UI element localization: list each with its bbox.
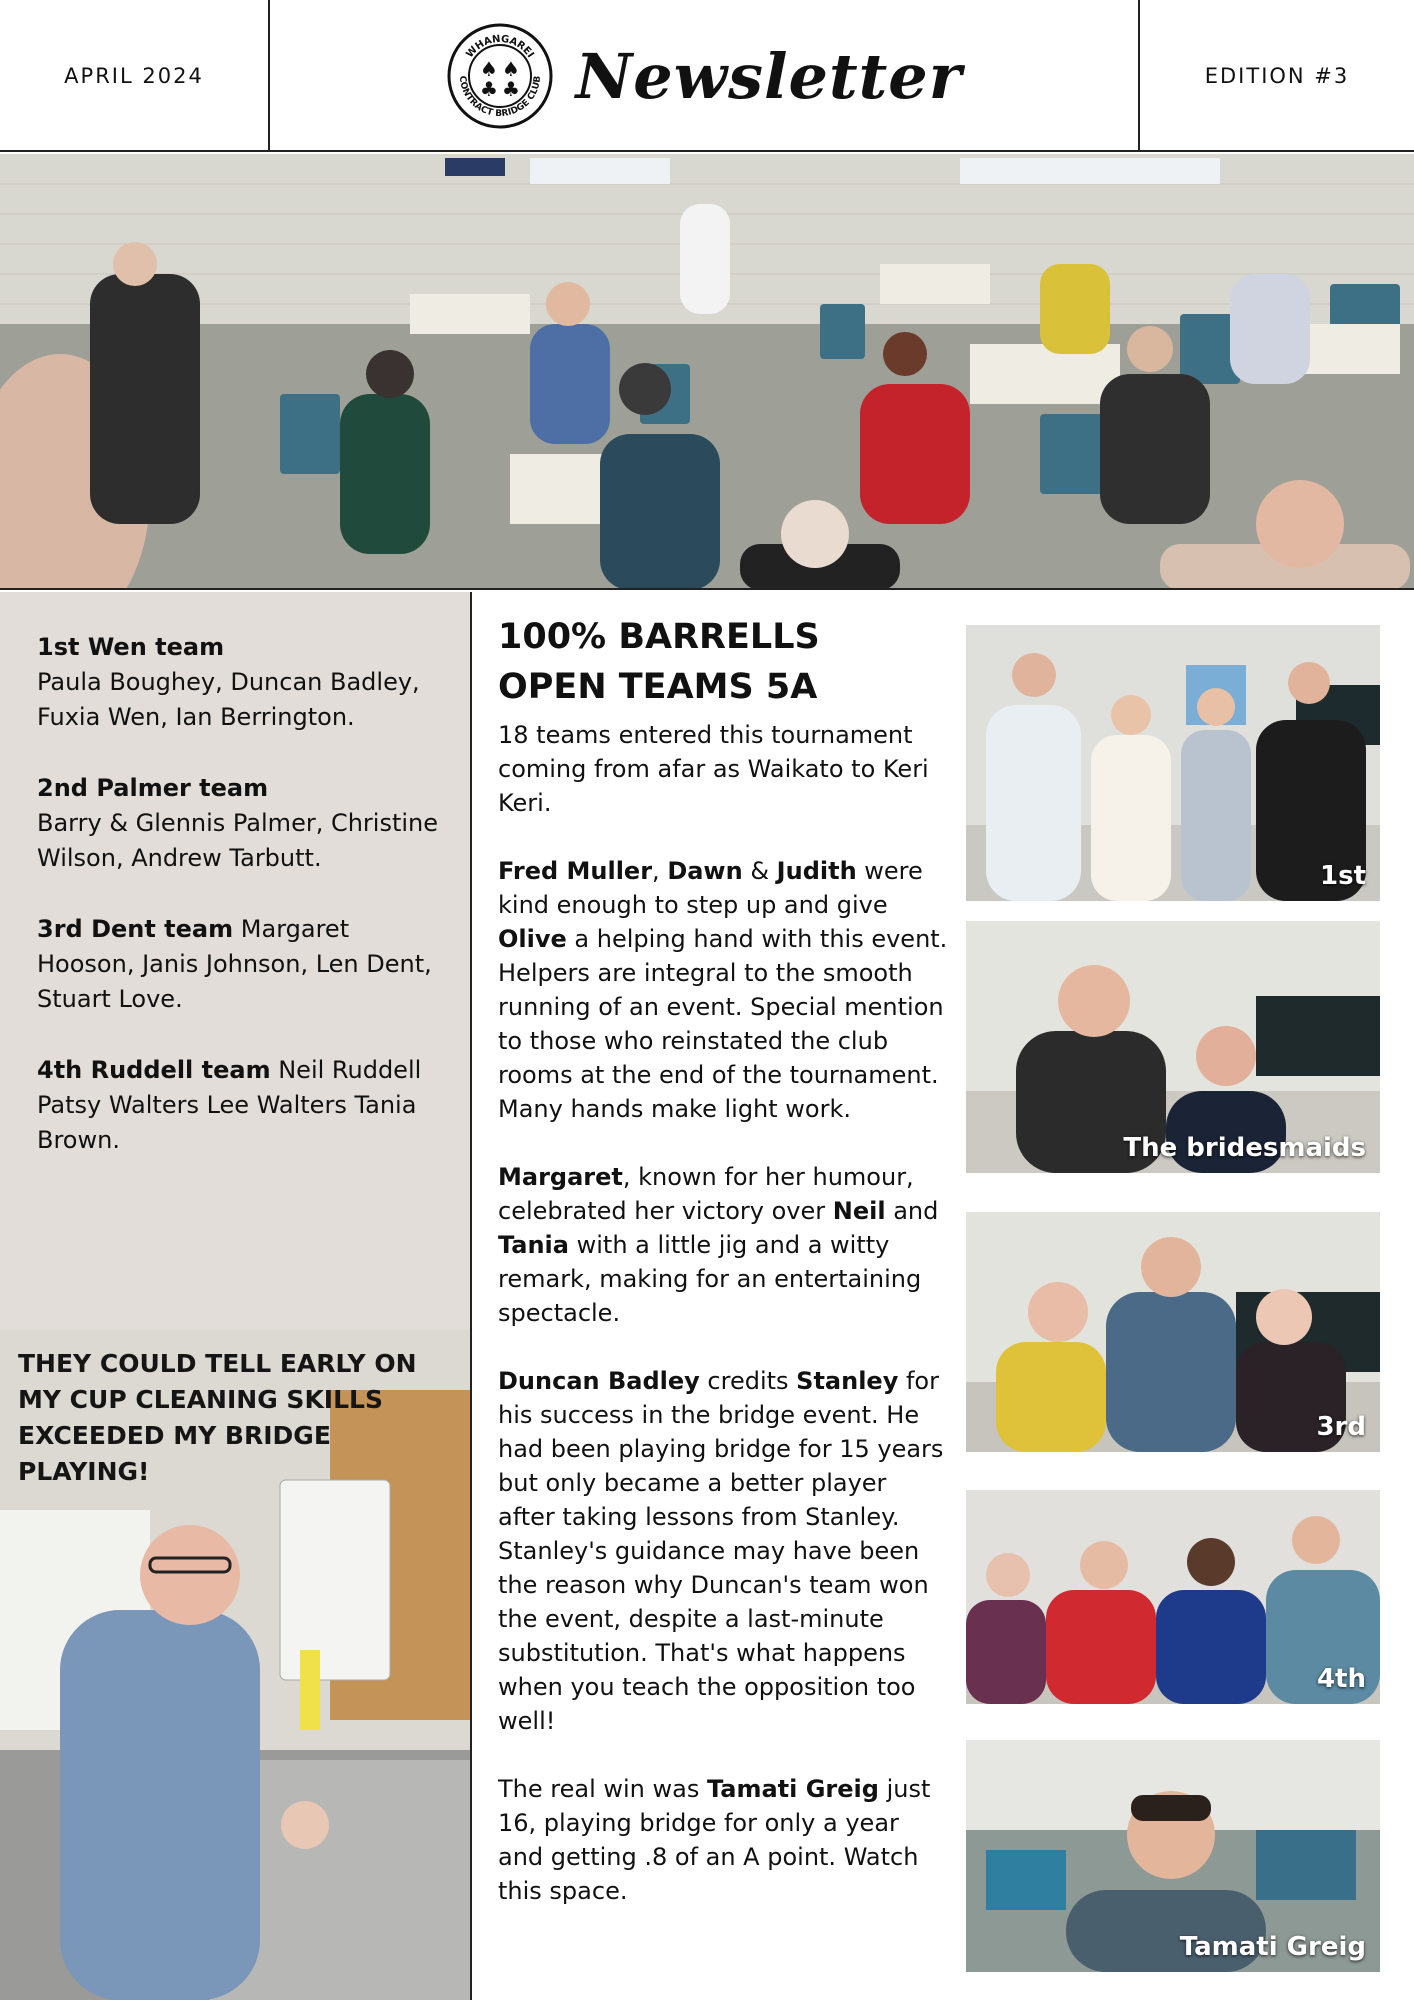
result-fourth — [37, 1053, 440, 1158]
result-members: Barry & Glennis Palmer, Christine Wilson, Andrew Tarbutt. — [37, 809, 439, 872]
result-heading: 2nd Palmer team — [37, 774, 269, 802]
quote-photo — [0, 1330, 472, 2000]
results-panel — [0, 592, 472, 1330]
photo-caption: 3rd — [1316, 1412, 1366, 1442]
article-intro: 18 teams entered this tournament coming from afar as Waikato to Keri Keri. — [498, 721, 929, 817]
issue-date: APRIL 2024 — [0, 0, 270, 152]
article-title-line2: OPEN TEAMS 5A — [498, 667, 818, 707]
photo-caption: 1st — [1320, 861, 1366, 891]
newsletter-title: Newsletter — [575, 39, 963, 113]
result-first — [37, 630, 440, 735]
article-title — [498, 612, 948, 712]
club-logo — [446, 22, 554, 130]
result-heading: 1st Wen team — [37, 633, 225, 661]
logo-bottom-text: CONTRACT BRIDGE CLUB — [456, 75, 543, 120]
result-heading: 3rd Dent team — [37, 915, 234, 943]
club-icon: ♣ — [479, 77, 498, 101]
result-members: Neil Ruddell Patsy Walters Lee Walters Tania Brown. — [37, 1056, 422, 1154]
hero-photo — [0, 154, 1414, 590]
masthead — [270, 0, 1138, 152]
photo-first-place — [966, 625, 1380, 901]
edition-number: EDITION #3 — [1138, 0, 1414, 152]
result-members: Margaret Hooson, Janis Johnson, Len Dent, Stuart Love. — [37, 915, 432, 1013]
photo-fourth-place — [966, 1490, 1380, 1704]
result-third — [37, 912, 440, 1017]
photo-tamati-greig — [966, 1740, 1380, 1972]
photo-caption: Tamati Greig — [1179, 1932, 1366, 1962]
photo-caption: The bridesmaids — [1123, 1133, 1366, 1163]
article-margaret: Margaret, known for her humour, celebrated her victory over Neil and Tania with a little jig and a witty remark, making for an entertaining spectacle. — [498, 1163, 939, 1327]
spade-icon: ♠ — [479, 57, 498, 81]
photo-bridesmaids — [966, 921, 1380, 1173]
article-helpers: Fred Muller, Dawn & Judith were kind enough to step up and give Olive a helping hand with this event. Helpers are integral to the smooth running of an event. Special mention to those who reinstated the club rooms at the end of the tournament. Many hands make light work. — [498, 857, 948, 1123]
quote-caption: THEY COULD TELL EARLY ON MY CUP CLEANING SKILLS EXCEEDED MY BRIDGE PLAYING! — [18, 1349, 417, 1486]
article-duncan: Duncan Badley credits Stanley for his success in the bridge event. He had been playing bridge for 15 years but only became a better player after taking lessons from Stanley. Stanley's guidance may have been the reason why Duncan's team won the event, despite a last-minute substitution. That's what happens when you teach the opposition too well! — [498, 1367, 944, 1735]
newsletter-header — [0, 0, 1414, 152]
spade-icon: ♠ — [501, 57, 520, 81]
result-second — [37, 771, 440, 876]
photo-caption: 4th — [1316, 1664, 1366, 1694]
result-members: Paula Boughey, Duncan Badley, Fuxia Wen, Ian Berrington. — [37, 668, 420, 731]
svg-text:WHANGAREI — [464, 34, 535, 60]
article — [498, 612, 948, 1942]
result-heading: 4th Ruddell team — [37, 1056, 271, 1084]
logo-top-text: WHANGAREI — [464, 33, 536, 61]
club-icon: ♣ — [501, 77, 520, 101]
photo-third-place — [966, 1212, 1380, 1452]
article-title-line1: 100% BARRELLS — [498, 617, 820, 657]
article-tamati: The real win was Tamati Greig just 16, playing bridge for only a year and getting .8 of an A point. Watch this space. — [498, 1775, 931, 1905]
